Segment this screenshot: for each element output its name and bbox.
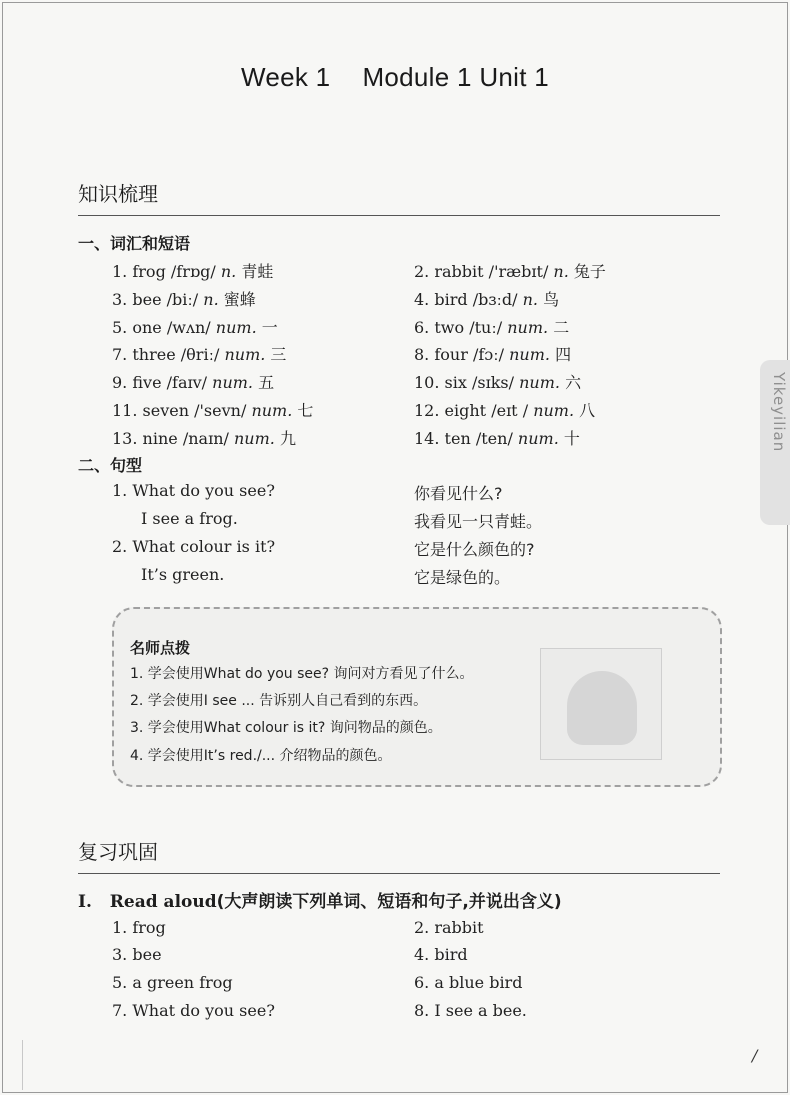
vocab-number: 13. xyxy=(112,428,138,448)
vocab-phonetic: /bɜːd/ xyxy=(472,289,518,309)
vocab-meaning: 十 xyxy=(563,428,580,448)
exercise-title-en: Read aloud xyxy=(109,892,217,912)
vocab-item xyxy=(112,426,296,449)
vocab-word: five xyxy=(132,373,162,393)
vocab-phonetic: /'sevn/ xyxy=(194,401,247,420)
sentence-en-4: It’s green. xyxy=(141,565,225,584)
exercise-item-1: 1. frog xyxy=(112,918,166,937)
exercise-item-3: 3. bee xyxy=(112,945,162,964)
tip-2: 2. 学会使用I see ... 告诉别人自己看到的东西。 xyxy=(130,693,428,709)
vocab-part-of-speech: n. xyxy=(220,262,237,281)
margin-line xyxy=(22,1040,23,1090)
vocab-meaning: 三 xyxy=(270,345,287,365)
vocab-phonetic: /eɪt / xyxy=(491,401,529,420)
exercise-item-2: 2. rabbit xyxy=(414,918,484,937)
vocab-phonetic: /'ræbɪt/ xyxy=(488,262,549,281)
sentence-en-3: 2. What colour is it? xyxy=(112,537,276,556)
page-title xyxy=(0,62,790,93)
vocab-number: 6. xyxy=(414,317,430,337)
vocab-phonetic: /wʌn/ xyxy=(166,317,211,337)
vocab-item xyxy=(414,259,606,282)
sentence-cn-3: 它是什么颜色的? xyxy=(414,540,535,559)
vocab-phonetic: /frɒg/ xyxy=(170,262,216,281)
vocab-word: three xyxy=(132,345,176,365)
vocab-item xyxy=(112,342,286,365)
vocab-item xyxy=(112,370,274,393)
vocab-word: ten xyxy=(444,428,471,448)
vocab-item xyxy=(414,398,595,421)
vocab-phonetic: /biː/ xyxy=(166,289,199,309)
vocab-part-of-speech: num. xyxy=(533,401,575,420)
vocab-meaning: 七 xyxy=(297,401,314,420)
vocab-word: bird xyxy=(434,289,468,309)
sentence-cn-2: 我看见一只青蛙。 xyxy=(414,512,543,531)
vocab-part-of-speech: n. xyxy=(203,289,219,309)
exercise-item-4: 4. bird xyxy=(414,945,468,964)
vocab-part-of-speech: num. xyxy=(224,345,266,365)
vocab-word: two xyxy=(434,317,465,337)
vocab-meaning: 八 xyxy=(579,401,596,420)
vocab-part-of-speech: num. xyxy=(509,345,550,365)
side-tab-label: Yikeyilian xyxy=(770,372,788,453)
vocab-number: 7. xyxy=(112,345,128,365)
vocab-item xyxy=(414,342,571,365)
vocab-part-of-speech: n. xyxy=(522,289,538,309)
sentence-cn-4: 它是绿色的。 xyxy=(414,568,511,587)
vocab-part-of-speech: num. xyxy=(251,401,293,420)
vocab-meaning: 蜜蜂 xyxy=(223,289,256,309)
tip-1: 1. 学会使用What do you see? 询问对方看见了什么。 xyxy=(130,666,474,682)
vocab-meaning: 一 xyxy=(261,317,278,337)
vocab-part-of-speech: num. xyxy=(507,317,549,337)
vocab-word: seven xyxy=(142,401,190,420)
vocab-word: eight xyxy=(444,401,487,420)
vocab-meaning: 九 xyxy=(279,428,296,448)
exercise-item-6: 6. a blue bird xyxy=(414,973,523,992)
vocab-phonetic: /faɪv/ xyxy=(166,373,208,393)
bleed-through-picture xyxy=(540,648,662,760)
vocab-word: bee xyxy=(132,289,162,309)
tip-3: 3. 学会使用What colour is it? 询问物品的颜色。 xyxy=(130,720,442,736)
sentence-en-1: 1. What do you see? xyxy=(112,481,275,500)
vocab-meaning: 五 xyxy=(258,373,275,393)
vocab-meaning: 四 xyxy=(555,345,572,365)
vocab-number: 1. xyxy=(112,262,128,281)
vocab-number: 8. xyxy=(414,345,430,365)
vocab-part-of-speech: num. xyxy=(519,373,560,393)
exercise-item-5: 5. a green frog xyxy=(112,973,233,992)
vocab-part-of-speech: num. xyxy=(212,373,254,393)
vocab-number: 10. xyxy=(414,373,440,393)
sentence-cn-1: 你看见什么? xyxy=(414,484,503,503)
vocab-meaning: 兔子 xyxy=(573,262,606,281)
vocab-word: six xyxy=(444,373,467,393)
vocab-item xyxy=(112,398,313,421)
vocab-heading: 一、词汇和短语 xyxy=(78,234,191,253)
vocab-meaning: 六 xyxy=(565,373,582,393)
exercise-number: I. xyxy=(78,892,92,912)
vocab-number: 4. xyxy=(414,289,430,309)
sentence-heading: 二、句型 xyxy=(78,456,143,475)
section-heading-knowledge: 知识梳理 xyxy=(78,178,720,216)
vocab-phonetic: /sɪks/ xyxy=(472,373,515,393)
vocab-number: 12. xyxy=(414,401,440,420)
tip-4: 4. 学会使用It’s red./... 介绍物品的颜色。 xyxy=(130,748,392,764)
vocab-number: 3. xyxy=(112,289,128,309)
exercise-item-8: 8. I see a bee. xyxy=(414,1001,527,1020)
exercise-item-7: 7. What do you see? xyxy=(112,1001,275,1020)
vocab-phonetic: /fɔː/ xyxy=(472,345,505,365)
vocab-word: nine xyxy=(142,428,178,448)
page-mark: / xyxy=(752,1046,758,1065)
vocab-word: frog xyxy=(132,262,166,281)
vocab-phonetic: /θriː/ xyxy=(180,345,220,365)
vocab-item xyxy=(414,315,569,338)
vocab-number: 5. xyxy=(112,317,128,337)
vocab-number: 14. xyxy=(414,428,440,448)
vocab-word: rabbit xyxy=(434,262,484,281)
vocab-part-of-speech: num. xyxy=(233,428,275,448)
module-label: Module 1 Unit 1 xyxy=(362,62,550,92)
section-heading-review: 复习巩固 xyxy=(78,836,720,874)
vocab-item xyxy=(112,315,278,338)
vocab-word: one xyxy=(132,317,162,337)
vocab-part-of-speech: num. xyxy=(215,317,257,337)
vocab-item xyxy=(414,426,580,449)
vocab-part-of-speech: num. xyxy=(517,428,559,448)
exercise-heading xyxy=(78,887,562,912)
vocab-item xyxy=(414,287,559,310)
vocab-item xyxy=(112,287,256,310)
vocab-number: 2. xyxy=(414,262,430,281)
vocab-meaning: 鸟 xyxy=(543,289,560,309)
vocab-part-of-speech: n. xyxy=(553,262,569,281)
vocab-phonetic: /naɪn/ xyxy=(182,428,229,448)
vocab-phonetic: /ten/ xyxy=(475,428,513,448)
vocab-meaning: 二 xyxy=(553,317,570,337)
vocab-phonetic: /tuː/ xyxy=(469,317,503,337)
vocab-item xyxy=(112,259,273,282)
vocab-number: 9. xyxy=(112,373,128,393)
week-label: Week 1 xyxy=(240,62,331,92)
exercise-title-cn: (大声朗读下列单词、短语和句子,并说出含义) xyxy=(216,892,562,912)
vocab-item xyxy=(414,370,581,393)
vocab-word: four xyxy=(434,345,468,365)
teacher-tips-title: 名师点拨 xyxy=(130,639,191,657)
vocab-number: 11. xyxy=(112,401,138,420)
sentence-en-2: I see a frog. xyxy=(141,509,238,528)
vocab-meaning: 青蛙 xyxy=(241,262,274,281)
